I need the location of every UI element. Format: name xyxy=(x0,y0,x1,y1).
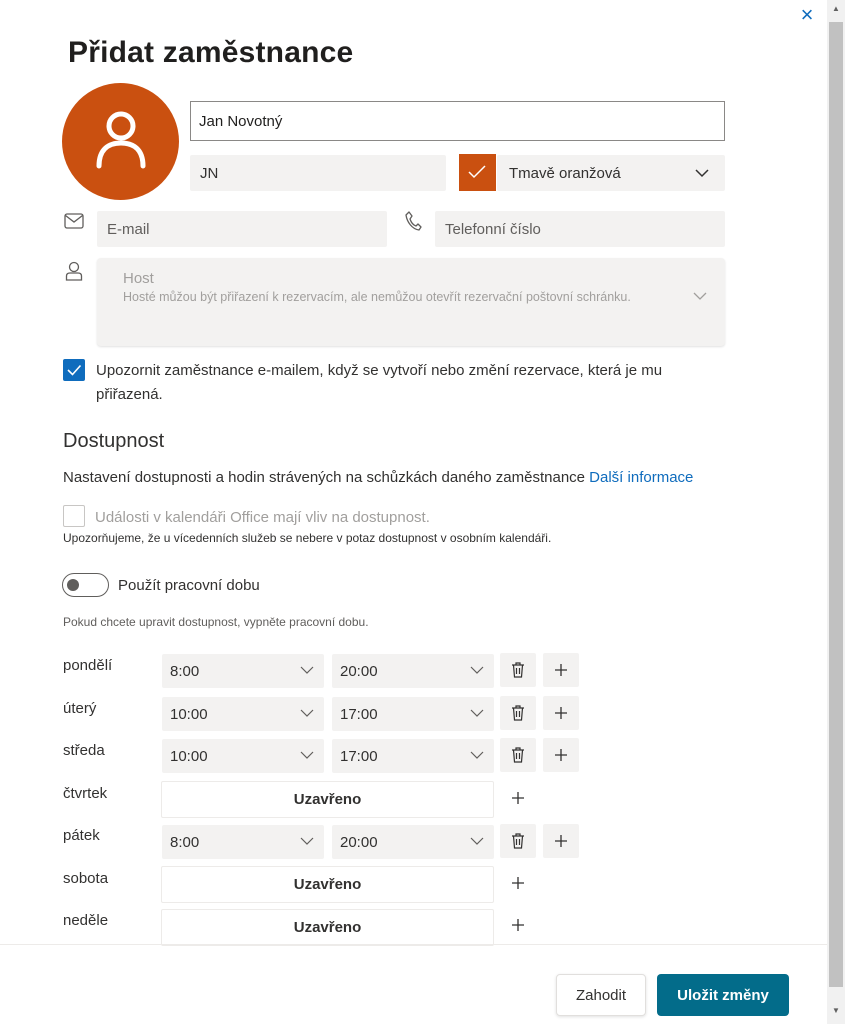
toggle-knob xyxy=(67,579,79,591)
chevron-down-icon xyxy=(693,292,707,301)
day-label-monday: pondělí xyxy=(63,657,113,674)
availability-description xyxy=(63,467,693,489)
trash-icon xyxy=(511,833,525,849)
role-dropdown[interactable] xyxy=(97,258,725,346)
color-dropdown[interactable] xyxy=(497,155,725,191)
tuesday-start-select[interactable] xyxy=(162,697,324,731)
saturday-closed: Uzavřeno xyxy=(161,866,494,903)
add-icon xyxy=(511,918,525,932)
chevron-down-icon xyxy=(300,751,314,760)
chevron-down-icon xyxy=(300,666,314,675)
friday-end-value: 20:00 xyxy=(340,833,378,851)
checkmark-icon xyxy=(63,359,85,381)
working-hours-toggle[interactable] xyxy=(62,573,109,597)
wednesday-delete-button[interactable] xyxy=(500,738,536,772)
tuesday-start-value: 10:00 xyxy=(170,705,208,723)
add-icon xyxy=(554,663,568,677)
availability-title: Dostupnost xyxy=(63,430,165,452)
tuesday-end-value: 17:00 xyxy=(340,705,378,723)
thursday-add-button[interactable] xyxy=(500,781,536,815)
phone-field[interactable]: Telefonní číslo xyxy=(435,211,725,247)
wednesday-end-select[interactable] xyxy=(332,739,494,773)
chevron-down-icon xyxy=(300,837,314,846)
day-label-saturday: sobota xyxy=(63,870,109,887)
chevron-down-icon xyxy=(470,666,484,675)
add-icon xyxy=(511,876,525,890)
monday-delete-button[interactable] xyxy=(500,653,536,687)
tuesday-add-button[interactable] xyxy=(543,696,579,730)
office-events-note: Upozorňujeme, že u vícedenních služeb se nebere v potaz dostupnost v osobním kalendáři. xyxy=(63,531,552,545)
day-label-thursday: čtvrtek xyxy=(63,785,108,802)
avatar xyxy=(62,83,179,200)
working-hours-note: Pokud chcete upravit dostupnost, vypněte pracovní dobu. xyxy=(63,615,369,629)
contact-icon xyxy=(65,261,83,281)
chevron-down-icon xyxy=(695,169,709,178)
mail-icon xyxy=(64,213,84,229)
monday-start-select[interactable] xyxy=(162,654,324,688)
monday-end-value: 20:00 xyxy=(340,662,378,680)
friday-add-button[interactable] xyxy=(543,824,579,858)
trash-icon xyxy=(511,705,525,721)
chevron-down-icon xyxy=(470,709,484,718)
scroll-up-arrow-icon[interactable]: ▲ xyxy=(832,4,840,13)
monday-add-button[interactable] xyxy=(543,653,579,687)
thursday-closed: Uzavřeno xyxy=(161,781,494,818)
initials-input[interactable]: JN xyxy=(190,155,446,191)
close-icon[interactable]: × xyxy=(800,2,814,27)
trash-icon xyxy=(511,747,525,763)
learn-more-link[interactable]: Další informace xyxy=(589,469,694,486)
sunday-add-button[interactable] xyxy=(500,908,536,942)
phone-icon xyxy=(405,211,422,231)
chevron-down-icon xyxy=(470,837,484,846)
add-icon xyxy=(511,791,525,805)
notify-label-line2: přiřazená. xyxy=(96,386,163,403)
wednesday-start-value: 10:00 xyxy=(170,747,208,765)
scroll-down-arrow-icon[interactable]: ▼ xyxy=(832,1006,840,1015)
name-input[interactable]: Jan Novotný xyxy=(190,101,725,141)
monday-start-value: 8:00 xyxy=(170,662,200,680)
availability-description-text: Nastavení dostupnosti a hodin strávených na schůzkách daného zaměstnance xyxy=(63,469,585,486)
color-dropdown-value: Tmavě oranžová xyxy=(509,164,621,182)
chevron-down-icon xyxy=(470,751,484,760)
office-events-label: Události v kalendáři Office mají vliv na dostupnost. xyxy=(95,509,430,526)
role-title: Host xyxy=(123,270,154,287)
add-icon xyxy=(554,748,568,762)
person-icon xyxy=(95,111,147,169)
monday-end-select[interactable] xyxy=(332,654,494,688)
wednesday-add-button[interactable] xyxy=(543,738,579,772)
scroll-thumb[interactable] xyxy=(829,22,843,987)
friday-delete-button[interactable] xyxy=(500,824,536,858)
saturday-add-button[interactable] xyxy=(500,866,536,900)
footer-divider xyxy=(0,944,827,945)
chevron-down-icon xyxy=(300,709,314,718)
scrollbar[interactable] xyxy=(827,0,845,1024)
email-field[interactable]: E-mail xyxy=(97,211,387,247)
save-button[interactable]: Uložit změny xyxy=(657,974,789,1016)
day-label-wednesday: středa xyxy=(63,742,105,759)
add-icon xyxy=(554,706,568,720)
friday-start-value: 8:00 xyxy=(170,833,200,851)
day-label-sunday: neděle xyxy=(63,912,109,929)
office-events-checkbox[interactable] xyxy=(63,505,85,527)
discard-button[interactable]: Zahodit xyxy=(556,974,646,1016)
day-label-friday: pátek xyxy=(63,827,100,844)
working-hours-label: Použít pracovní dobu xyxy=(118,577,260,594)
checkmark-icon xyxy=(468,164,486,180)
day-label-tuesday: úterý xyxy=(63,700,97,717)
friday-start-select[interactable] xyxy=(162,825,324,859)
trash-icon xyxy=(511,662,525,678)
dialog-title: Přidat zaměstnance xyxy=(68,36,354,69)
role-description: Hosté můžou být přiřazení k rezervacím, ale nemůžou otevřít rezervační poštovní schránku. xyxy=(123,290,631,304)
wednesday-start-select[interactable] xyxy=(162,739,324,773)
friday-end-select[interactable] xyxy=(332,825,494,859)
color-swatch xyxy=(459,154,496,191)
tuesday-delete-button[interactable] xyxy=(500,696,536,730)
tuesday-end-select[interactable] xyxy=(332,697,494,731)
notify-label-line1: Upozornit zaměstnance e-mailem, když se vytvoří nebo změní rezervace, která je mu xyxy=(96,362,663,379)
notify-checkbox[interactable] xyxy=(63,359,85,381)
sunday-closed: Uzavřeno xyxy=(161,909,494,946)
wednesday-end-value: 17:00 xyxy=(340,747,378,765)
add-icon xyxy=(554,834,568,848)
